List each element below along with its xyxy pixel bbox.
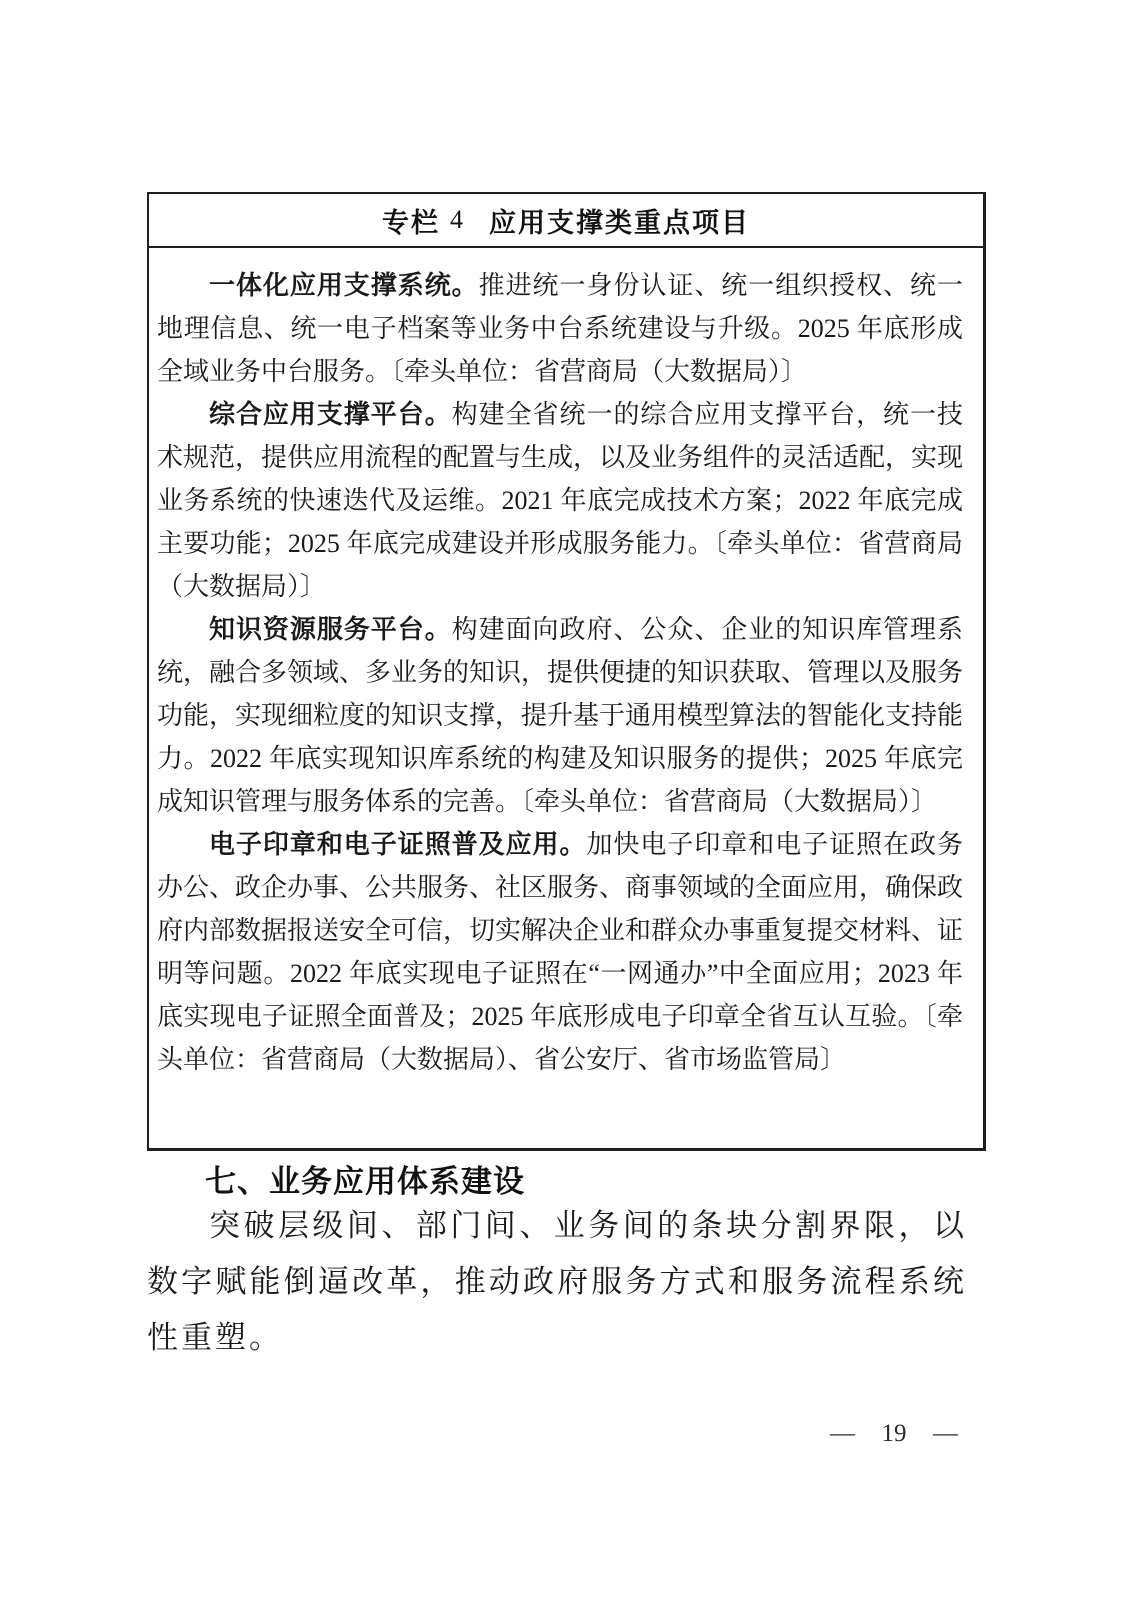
page-number — [830, 1420, 958, 1448]
panel-body — [149, 248, 983, 1081]
panel-paragraph-integrated-app-support — [157, 264, 963, 393]
page-number-value: 19 — [881, 1420, 907, 1447]
paragraph-body: 构建全省统一的综合应用支撑平台，统一技术规范，提供应用流程的配置与生成，以及业务组件的灵活适配，实现业务系统的快速迭代及运维。2021 年底完成技术方案；2022 年底完成主要功能；2025 年底完成建设并形成服务能力。〔牵头单位：省营商局（大数据局）〕 — [157, 400, 964, 601]
paragraph-lead: 一体化应用支撑系统。 — [209, 271, 479, 300]
page-number-dash-right: — — [933, 1420, 958, 1447]
paragraph-body: 推进统一身份认证、统一组织授权、统一地理信息、统一电子档案等业务中台系统建设与升级。2025 年底形成全域业务中台服务。〔牵头单位：省营商局（大数据局）〕 — [157, 271, 963, 386]
column-box-4 — [147, 192, 986, 1151]
panel-title-number: 4 — [450, 205, 465, 234]
section-heading-seven: 七、业务应用体系建设 — [205, 1164, 525, 1199]
panel-paragraph-knowledge-resource-platform — [157, 608, 963, 823]
panel-title-label: 专栏 — [382, 207, 440, 238]
paragraph-body: 构建面向政府、公众、企业的知识库管理系统，融合多领域、多业务的知识，提供便捷的知识获取、管理以及服务功能，实现细粒度的知识支撑，提升基于通用模型算法的智能化支持能力。2022 年底实现知识库系统的构建及知识服务的提供；2025 年底完成知识管理与服务体系的完善。〔牵头单位：省营商局（大数据局）〕 — [157, 615, 964, 816]
paragraph-lead: 综合应用支撑平台。 — [209, 400, 452, 429]
paragraph-lead: 电子印章和电子证照普及应用。 — [209, 830, 587, 859]
panel-paragraph-comprehensive-app-platform — [157, 393, 963, 608]
panel-title — [149, 194, 983, 248]
panel-title-name: 应用支撑类重点项目 — [489, 207, 750, 238]
paragraph-body: 加快电子印章和电子证照在政务办公、政企办事、公共服务、社区服务、商事领域的全面应用，确保政府内部数据报送安全可信，切实解决企业和群众办事重复提交材料、证明等问题。2022 年底实现电子证照在“一网通办”中全面应用；2023 年底实现电子证照全面普及；2025 年底形成电子印章全省互认互验。〔牵头单位：省营商局（大数据局）、省公安厅、省市场监管局〕 — [157, 830, 964, 1074]
panel-paragraph-eseal-elicense — [157, 823, 963, 1081]
section-paragraph: 突破层级间、部门间、业务间的条块分割界限，以数字赋能倒逼改革，推动政府服务方式和服务流程系统性重塑。 — [147, 1208, 967, 1355]
page-number-dash-left: — — [830, 1420, 855, 1447]
paragraph-lead: 知识资源服务平台。 — [209, 615, 452, 644]
